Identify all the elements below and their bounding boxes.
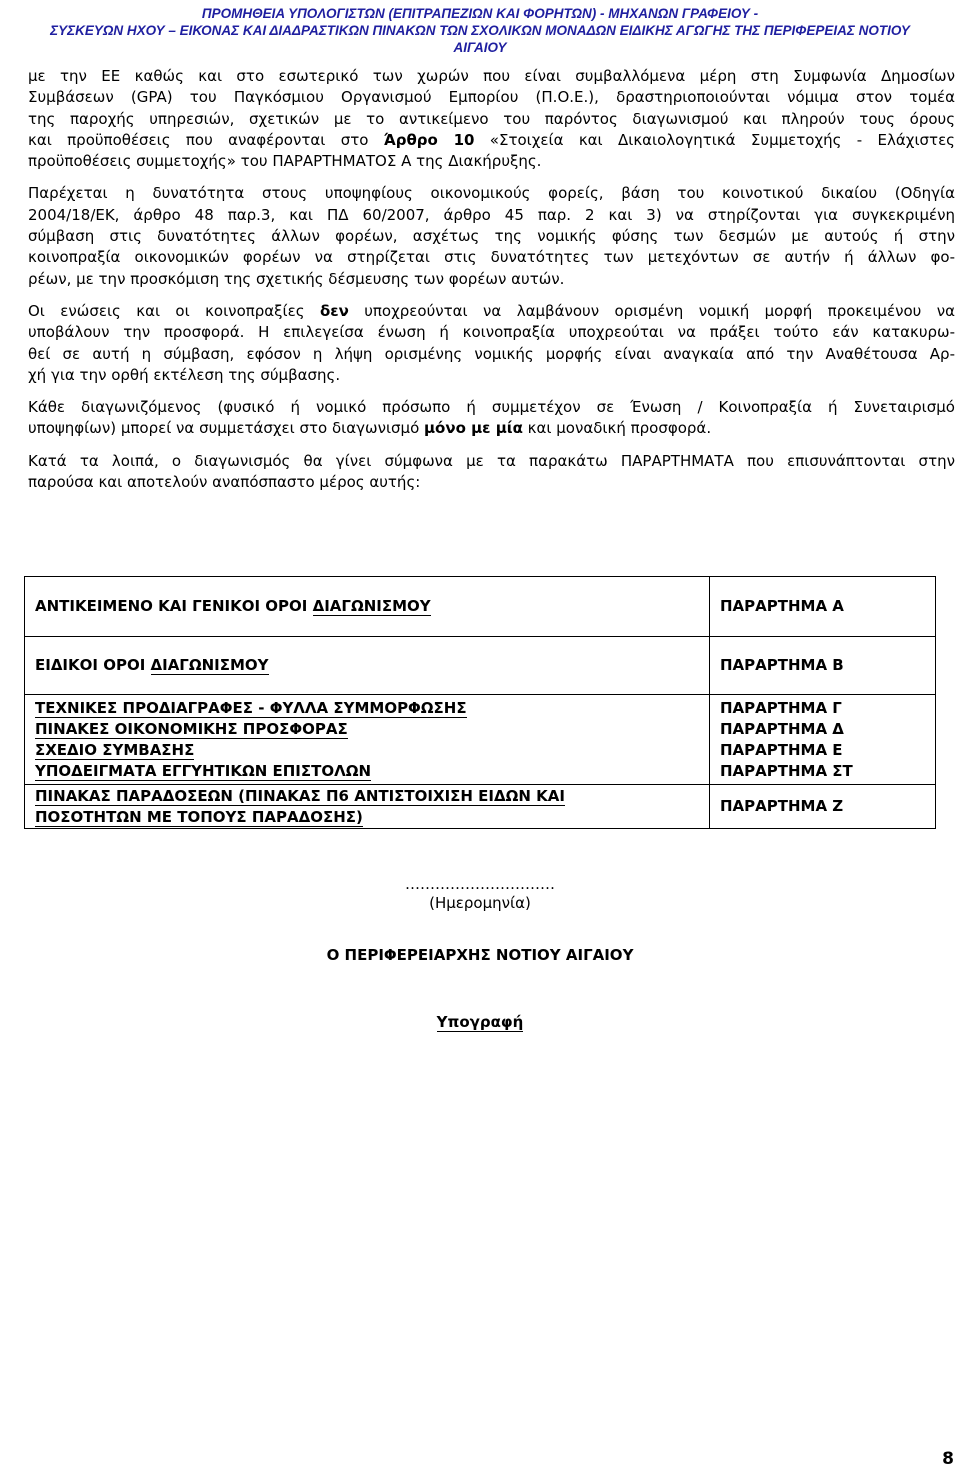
text-segment: και προϋποθέσεις που αναφέρονται στο xyxy=(28,130,384,149)
annex-label: ΠΑΡΑΡΤΗΜΑ Ζ xyxy=(710,785,936,829)
text-line: με την ΕΕ καθώς και στο εσωτερικό των χωρών που είναι συμβαλλόμενα μέρη στη Συμφωνία Δημοσίων xyxy=(28,67,955,85)
paragraph-annexes-intro xyxy=(28,451,955,494)
text-line xyxy=(28,130,955,151)
emphasis-only-one: μόνο με μία xyxy=(424,419,523,438)
annex-title: ΣΧΕΔΙΟ ΣΥΜΒΑΣΗΣ xyxy=(35,740,195,759)
signatory-title: Ο ΠΕΡΙΦΕΡΕΙΑΡΧΗΣ ΝΟΤΙΟΥ ΑΙΓΑΙΟΥ xyxy=(326,946,634,964)
paragraph-capacity-reliance xyxy=(28,183,955,289)
article-reference: Άρθρο 10 xyxy=(383,130,475,149)
annex-label: ΠΑΡΑΡΤΗΜΑ ΣΤ xyxy=(720,761,853,780)
text-line: κοινοπραξία οικονομικών φορέων να στηρίζεται στις δυνατότητες των μετεχόντων σε αυτήν ή άλλων φο- xyxy=(28,248,955,267)
annex-title-part: ΕΙΔΙΚΟΙ ΟΡΟΙ xyxy=(35,656,151,674)
table-row xyxy=(25,695,936,785)
text-segment: υποψηφίων) μπορεί να συμμετάσχει στο διαγωνισμό xyxy=(28,419,425,438)
annex-label: ΠΑΡΑΡΤΗΜΑ Γ xyxy=(720,698,842,717)
header-line-2: ΣΥΣΚΕΥΩΝ ΗΧΟΥ – ΕΙΚΟΝΑΣ ΚΑΙ ΔΙΑΔΡΑΣΤΙΚΩΝ ΠΙΝΑΚΩΝ ΤΩΝ ΣΧΟΛΙΚΩΝ ΜΟΝΑΔΩΝ ΕΙΔΙΚΗΣ ΑΓΩΓΗΣ ΤΗΣ ΠΕΡΙΦΕΡΕΙΑΣ ΝΟΤΙΟΥ xyxy=(50,23,910,38)
annex-title: ΥΠΟΔΕΙΓΜΑΤΑ ΕΓΓΥΗΤΙΚΩΝ ΕΠΙΣΤΟΛΩΝ xyxy=(35,761,372,780)
body-text xyxy=(28,66,955,504)
annex-title-part: ΑΝΤΙΚΕΙΜΕΝΟ ΚΑΙ ΓΕΝΙΚΟΙ ΟΡΟΙ xyxy=(35,597,313,615)
annex-label-group xyxy=(710,695,936,785)
annex-title-group xyxy=(25,695,710,785)
annex-title: ΤΕΧΝΙΚΕΣ ΠΡΟΔΙΑΓΡΑΦΕΣ - ΦΥΛΛΑ ΣΥΜΜΟΡΦΩΣΗΣ xyxy=(35,698,467,717)
paragraph-consortia xyxy=(28,301,955,386)
annex-title xyxy=(25,577,710,637)
text-segment: και μοναδική προσφορά. xyxy=(522,419,712,438)
text-line: 2004/18/ΕΚ, άρθρο 48 παρ.3, και ΠΔ 60/2007, άρθρο 45 παρ. 2 και 3) να στηρίζονται για συγκεκριμένη xyxy=(28,205,955,224)
annex-label: ΠΑΡΑΡΤΗΜΑ Δ xyxy=(720,719,844,738)
text-segment: «Στοιχεία και Δικαιολογητικά Συμμετοχής - Ελάχιστες xyxy=(474,130,955,149)
text-segment: Οι ενώσεις και οι κοινοπραξίες xyxy=(28,301,320,320)
annex-title xyxy=(25,637,710,695)
signature-label: Υπογραφή xyxy=(436,1013,524,1031)
text-line: ρέων, με την προσκόμιση της σχετικής δέσμευσης των φορέων αυτών. xyxy=(28,269,565,288)
text-line: Κατά τα λοιπά, ο διαγωνισμός θα γίνει σύμφωνα με τα παρακάτω ΠΑΡΑΡΤΗΜΑΤΑ που επισυνάπτονται στην xyxy=(28,451,955,470)
text-line: χή για την ορθή εκτέλεση της σύμβασης. xyxy=(28,365,341,384)
text-line: της παροχής υπηρεσιών, σχετικών με το αντικείμενο του παρόντος διαγωνισμού και πληρούν τους όρους xyxy=(28,109,955,128)
annex-title: ΠΙΝΑΚΕΣ ΟΙΚΟΝΟΜΙΚΗΣ ΠΡΟΣΦΟΡΑΣ xyxy=(35,719,348,738)
annex-title-line: ΠΙΝΑΚΑΣ ΠΑΡΑΔΟΣΕΩΝ (ΠΙΝΑΚΑΣ Π6 ΑΝΤΙΣΤΟΙΧΙΣΗ ΕΙΔΩΝ ΚΑΙ xyxy=(35,786,565,805)
text-segment: υποχρεούνται να λαμβάνουν ορισμένη νομική μορφή προκειμένου να xyxy=(348,301,955,320)
annex-title-part-underlined: ΔΙΑΓΩΝΙΣΜΟΥ xyxy=(312,597,431,615)
annex-label: ΠΑΡΑΡΤΗΜΑ Ε xyxy=(720,740,843,759)
text-line xyxy=(28,418,955,439)
page-number: 8 xyxy=(942,1449,954,1469)
paragraph-eligibility xyxy=(28,66,955,172)
text-line: προϋποθέσεις συμμετοχής» του ΠΑΡΑΡΤΗΜΑΤΟΣ Α της Διακήρυξης. xyxy=(28,152,542,171)
text-line: θεί σε αυτή η σύμβαση, εφόσον η λήψη ορισμένης νομικής μορφής είναι αναγκαία από την Αναθέτουσα Αρ- xyxy=(28,344,955,363)
header-line-1: ΠΡΟΜΗΘΕΙΑ ΥΠΟΛΟΓΙΣΤΩΝ (ΕΠΙΤΡΑΠΕΖΙΩΝ ΚΑΙ ΦΟΡΗΤΩΝ) - ΜΗΧΑΝΩΝ ΓΡΑΦΕΙΟΥ - xyxy=(201,6,759,21)
date-dots: ………………………… xyxy=(405,875,555,893)
annex-title-line: ΠΟΣΟΤΗΤΩΝ ΜΕ ΤΟΠΟΥΣ ΠΑΡΑΔΟΣΗΣ) xyxy=(35,807,363,826)
text-line xyxy=(28,301,955,322)
header-line-3: ΑΙΓΑΙΟΥ xyxy=(453,40,507,55)
table-row xyxy=(25,637,936,695)
document-header xyxy=(0,5,960,56)
annex-table xyxy=(24,576,936,829)
annex-label: ΠΑΡΑΡΤΗΜΑ Β xyxy=(710,637,936,695)
table-row xyxy=(25,785,936,829)
paragraph-single-offer xyxy=(28,397,955,440)
annex-title-part-underlined: ΔΙΑΓΩΝΙΣΜΟΥ xyxy=(150,656,269,674)
date-label: (Ημερομηνία) xyxy=(429,894,531,912)
text-line: υποβάλουν την προσφορά. Η επιλεγείσα ένωση ή κοινοπραξία υποχρεούται να πράξει τούτο εάν κατακυρω- xyxy=(28,323,955,342)
emphasis-not: δεν xyxy=(319,301,349,320)
text-line: παρούσα και αποτελούν αναπόσπαστο μέρος αυτής: xyxy=(28,473,421,492)
signature-label-wrap xyxy=(0,1013,960,1031)
annex-title xyxy=(25,785,710,829)
text-line: Παρέχεται η δυνατότητα στους υποψηφίους οικονομικούς φορείς, βάση του κοινοτικού δικαίου (Οδηγία xyxy=(28,184,955,203)
text-line: Κάθε διαγωνιζόμενος (φυσικό ή νομικό πρόσωπο ή συμμετέχον σε Ένωση / Κοινοπραξία ή Συνεταιρισμό xyxy=(28,398,955,417)
table-row xyxy=(25,577,936,637)
text-line: Συμβάσεων (GPA) του Παγκόσμιου Οργανισμού Εμπορίου (Π.Ο.Ε.), δραστηριοποιούνται νόμιμα στον τομέα xyxy=(28,88,955,107)
text-line: σύμβαση στις δυνατότητες άλλων φορέων, ασχέτως της νομικής φύσης των δεσμών με αυτούς ή στην xyxy=(28,227,955,246)
annex-label: ΠΑΡΑΡΤΗΜΑ Α xyxy=(710,577,936,637)
